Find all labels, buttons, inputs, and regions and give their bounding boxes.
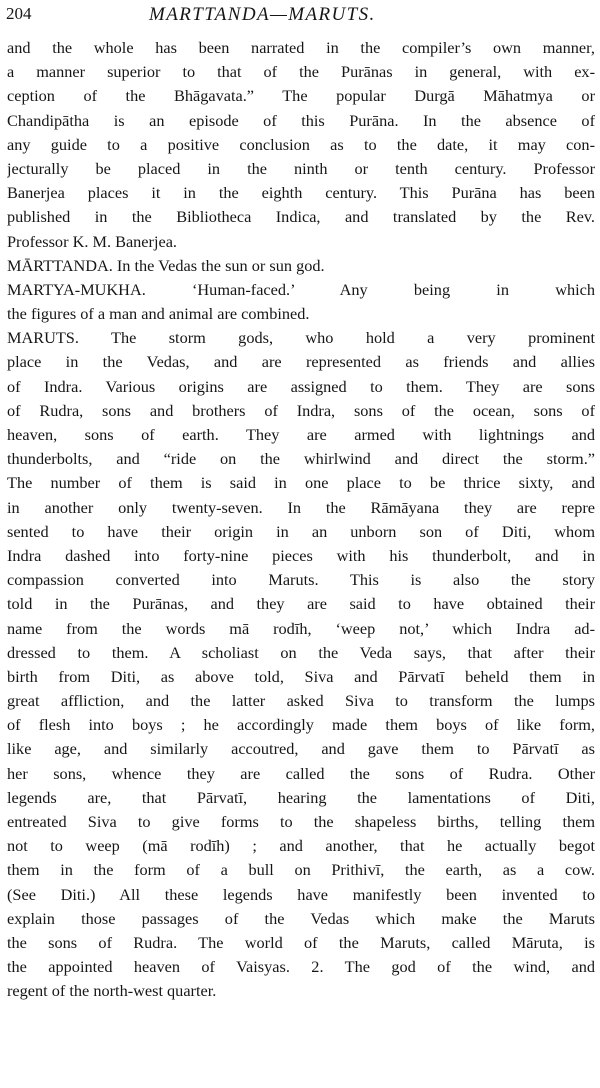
- text-line: heaven, sons of earth. They are armed with lightnings and: [7, 425, 595, 444]
- paragraph: [7, 326, 595, 1003]
- text-line: of Indra. Various origins are assigned to them. They are sons: [7, 376, 595, 396]
- page-number: 204: [6, 4, 32, 23]
- text-line: ception of the Bhāgavata.” The popular Durgā Māhatmya or: [7, 86, 595, 106]
- paragraph: [7, 278, 595, 326]
- text-line: MĀRTTANDA. In the Vedas the sun or sun god.: [7, 255, 325, 275]
- text-line: Chandipātha is an episode of this Purāna. In the absence of: [7, 110, 595, 130]
- text-line: explain those passages of the Vedas which make the Maruts: [7, 908, 595, 928]
- text-line: her sons, whence they are called the sons of Rudra. Other: [7, 763, 595, 783]
- paragraph: [7, 254, 595, 278]
- page-header: [6, 2, 594, 30]
- text-line: them in the form of a bull on Prithivī, the earth, as a cow.: [7, 860, 595, 880]
- text-line: the sons of Rudra. The world of the Maruts, called Māruta, is: [7, 932, 595, 952]
- text-line: jecturally be placed in the ninth or tenth century. Professor: [7, 158, 595, 178]
- text-line: Professor K. M. Banerjea.: [7, 231, 178, 251]
- text-line: MARTYA-MUKHA. ‘Human-faced.’ Any being in which: [7, 279, 595, 299]
- text-line: the figures of a man and animal are combined.: [7, 304, 310, 324]
- text-line: any guide to a positive conclusion as to the date, it may con-: [7, 134, 595, 154]
- text-line: of Rudra, sons and brothers of Indra, sons of the ocean, sons of: [7, 400, 595, 420]
- text-line: a manner superior to that of the Purānas in general, with ex-: [7, 62, 595, 82]
- text-line: sented to have their origin in an unborn son of Diti, whom: [7, 521, 595, 541]
- text-line: not to weep (mā rodīh) ; and another, that he actually begot: [7, 836, 595, 856]
- paragraph: [7, 36, 595, 254]
- text-line: birth from Diti, as above told, Siva and Pārvatī beheld them in: [7, 666, 595, 686]
- text-line: (See Diti.) All these legends have manifestly been invented to: [7, 884, 595, 904]
- text-line: MARUTS. The storm gods, who hold a very prominent: [7, 328, 595, 348]
- text-line: and the whole has been narrated in the compiler’s own manner,: [7, 38, 595, 57]
- text-line: the appointed heaven of Vaisyas. 2. The god of the wind, and: [7, 957, 595, 977]
- text-line: Banerjea places it in the eighth century. This Purāna has been: [7, 183, 595, 203]
- text-line: compassion converted into Maruts. This is also the story: [7, 570, 595, 590]
- text-line: The number of them is said in one place to be thrice sixty, and: [7, 473, 595, 493]
- text-line: like age, and similarly accoutred, and gave them to Pārvatī as: [7, 739, 595, 759]
- text-line: thunderbolts, and “ride on the whirlwind and direct the storm.”: [7, 449, 595, 469]
- running-head: MARTTANDA—MARUTS.: [149, 4, 376, 25]
- text-line: legends are, that Pārvatī, hearing the lamentations of Diti,: [7, 787, 595, 807]
- text-line: told in the Purānas, and they are said to have obtained their: [7, 594, 595, 614]
- text-line: dressed to them. A scholiast on the Veda says, that after their: [7, 642, 595, 662]
- text-line: published in the Bibliotheca Indica, and translated by the Rev.: [7, 207, 595, 227]
- text-line: Indra dashed into forty-nine pieces with his thunderbolt, and in: [7, 545, 595, 565]
- text-line: entreated Siva to give forms to the shapeless births, telling them: [7, 812, 595, 831]
- text-line: name from the words mā rodīh, ‘weep not,’ which Indra ad-: [7, 618, 595, 638]
- text-line: place in the Vedas, and are represented as friends and allies: [7, 352, 595, 372]
- text-line: of flesh into boys ; he accordingly made them boys of like form,: [7, 715, 595, 735]
- text-line: great affliction, and the latter asked Siva to transform the lumps: [7, 691, 595, 711]
- text-line: regent of the north-west quarter.: [7, 981, 217, 1001]
- body-text: [7, 36, 595, 1004]
- text-line: in another only twenty-seven. In the Rāmāyana they are repre: [7, 497, 595, 517]
